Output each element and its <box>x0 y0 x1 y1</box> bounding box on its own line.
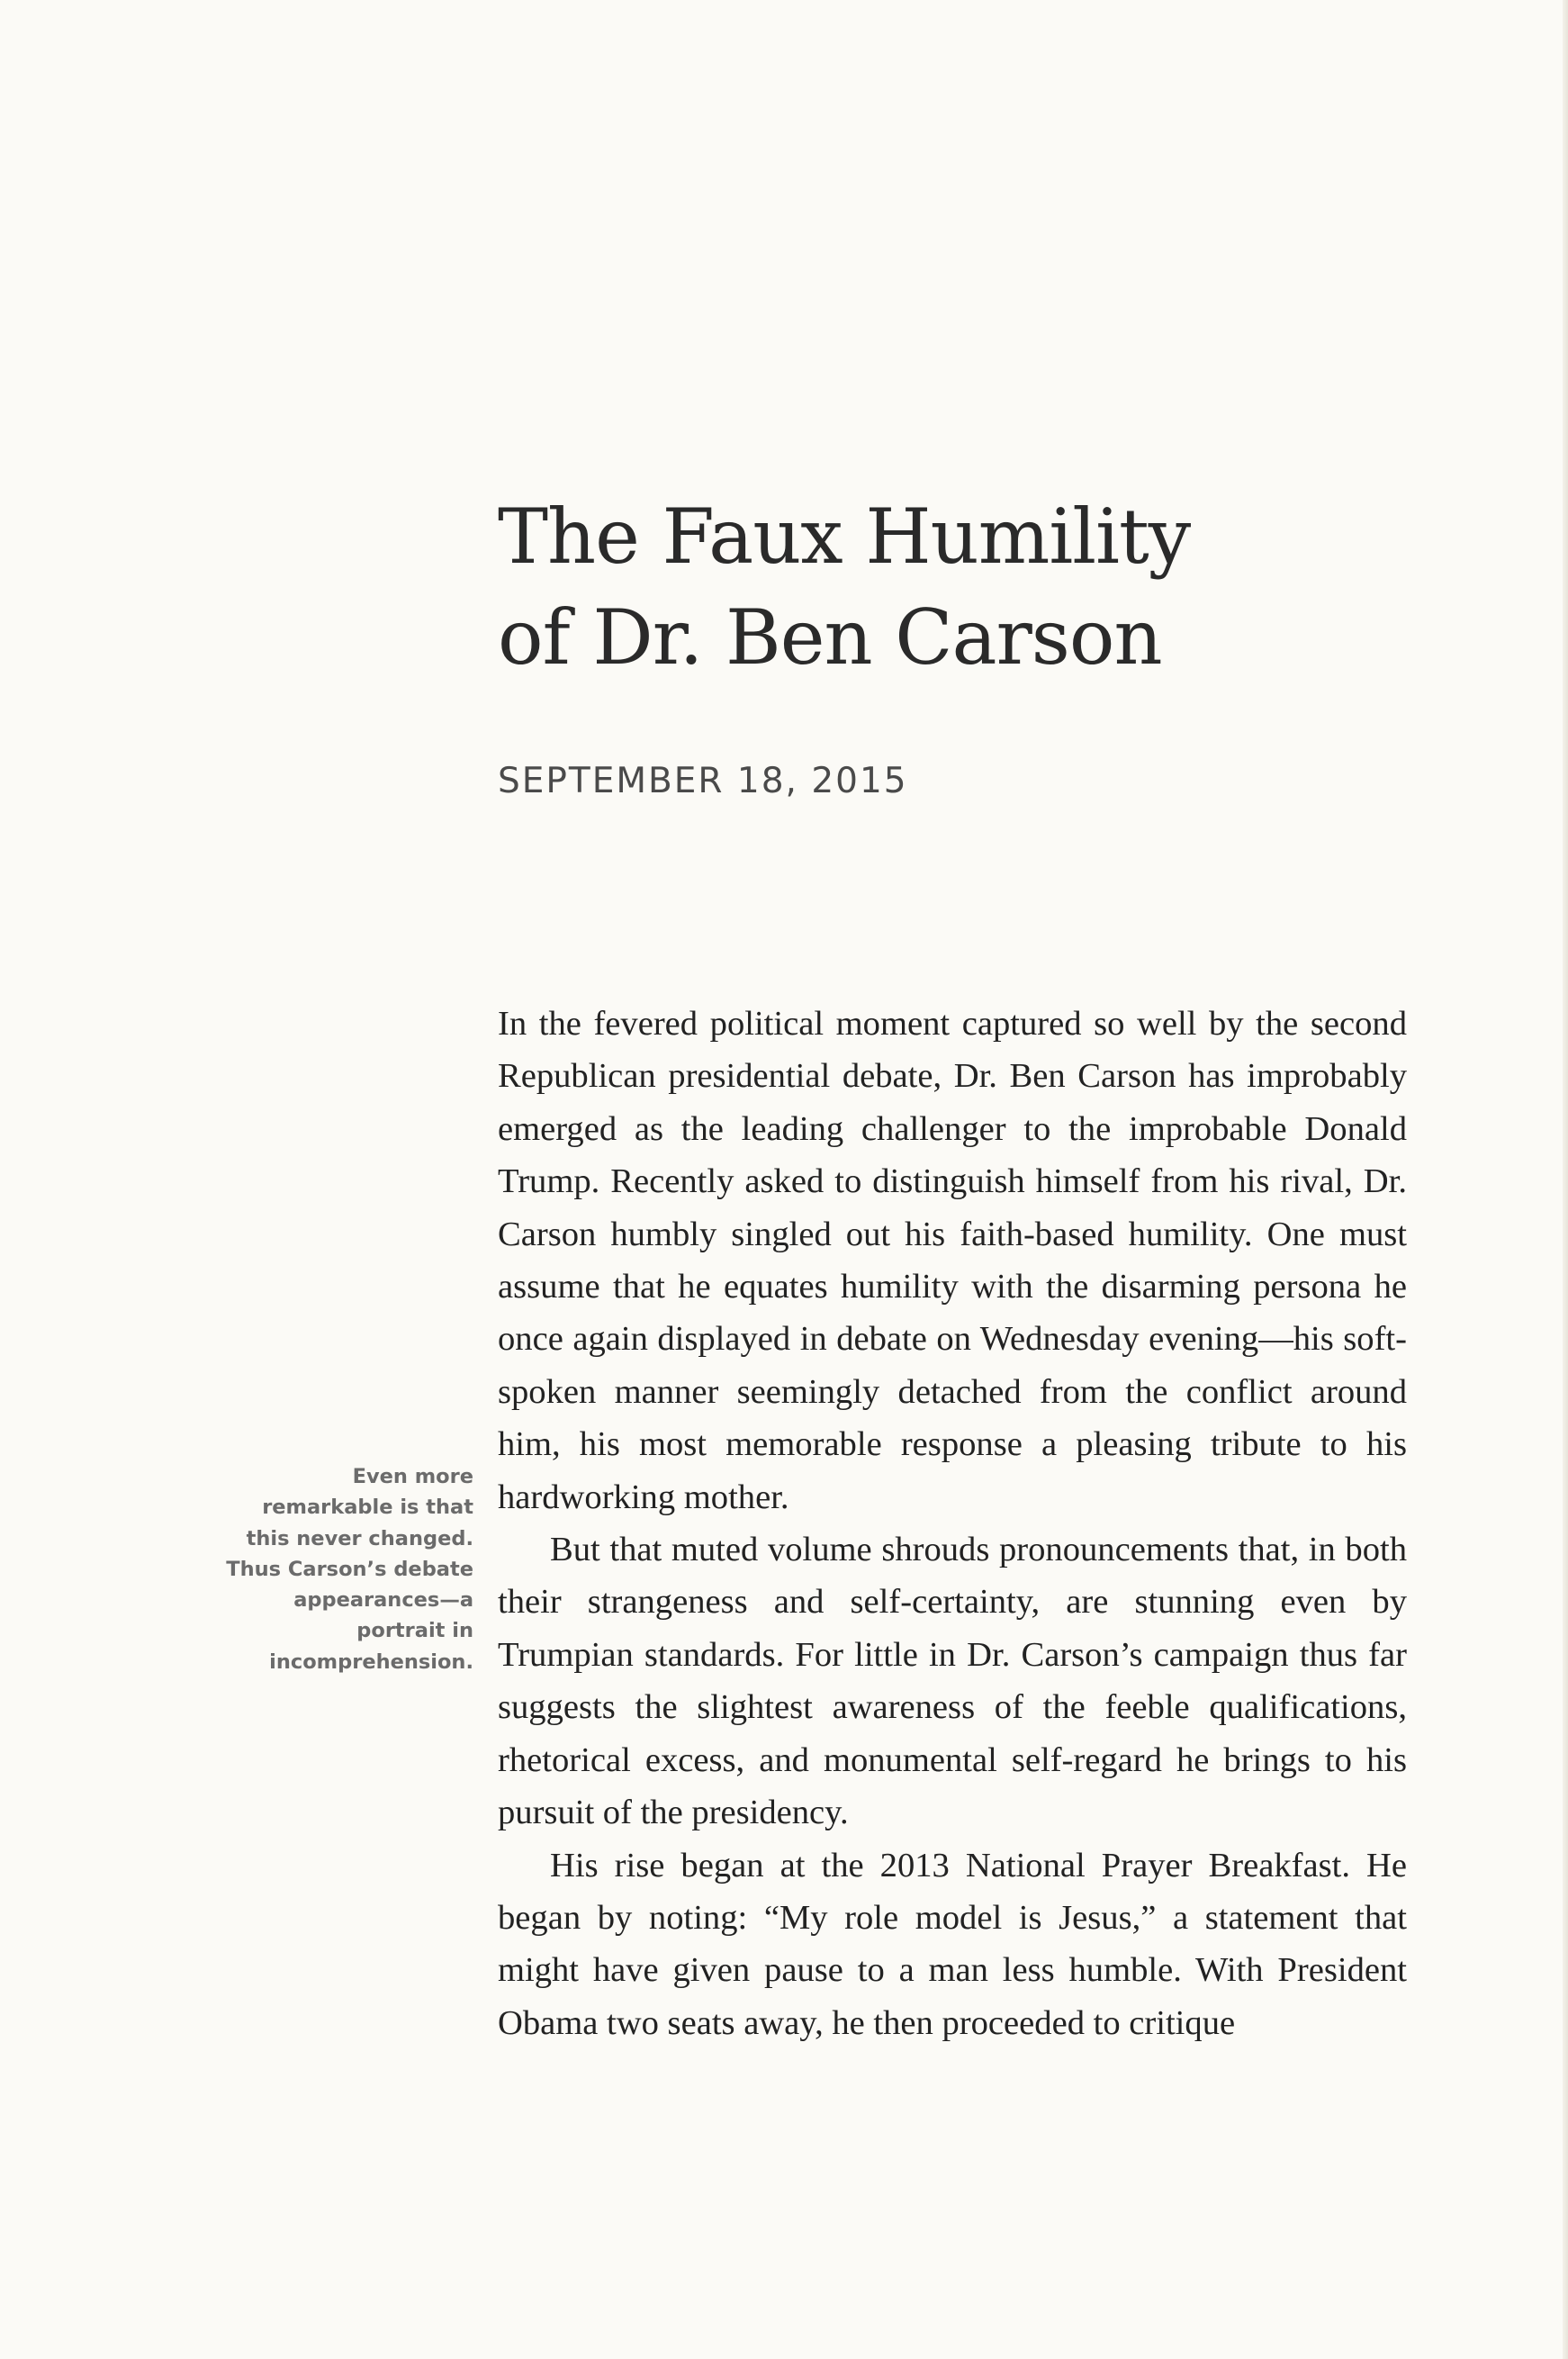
page-edge <box>1563 0 1568 2359</box>
article-body <box>498 998 1407 2049</box>
article-title-line-2: of Dr. Ben Carson <box>498 593 1162 682</box>
margin-pullquote: Even more remarkable is that this never changed. Thus Carson’s debate appearances—a portrait in incomprehension. <box>226 1465 473 1674</box>
paragraph-3: His rise began at the 2013 National Prayer Breakfast. He began by noting: “My role model is Jesus,” a statement that might have given pause to a man less humble. With President Obama two seats away, he then proceeded to critique <box>498 1846 1407 2042</box>
article-title-line-1: The Faux Humility <box>498 493 1191 581</box>
article-date: SEPTEMBER 18, 2015 <box>498 761 908 801</box>
paragraph-1: In the fevered political moment captured so well by the second Republican presidential debate, Dr. Ben Carson has improbably emerged as the leading challenger to the improbable Donald Trump. Recently asked to distinguish himself from his rival, Dr. Carson humbly singled out his faith-based humility. One must assume that he equates humility with the disarming persona he once again displayed in debate on Wednesday evening—his soft-spoken manner seemingly detached from the conflict around him, his most memorable response a pleasing tribute to his hardworking mother. <box>498 1005 1407 1516</box>
paragraph-2: But that muted volume shrouds pronouncements that, in both their strangeness and self-certainty, are stunning even by Trumpian standards. For little in Dr. Carson’s campaign thus far suggests the slightest awareness of the feeble qualifications, rhetorical excess, and monumental self-regard he brings to his pursuit of the presidency. <box>498 1531 1407 1832</box>
article-title <box>498 486 1488 688</box>
